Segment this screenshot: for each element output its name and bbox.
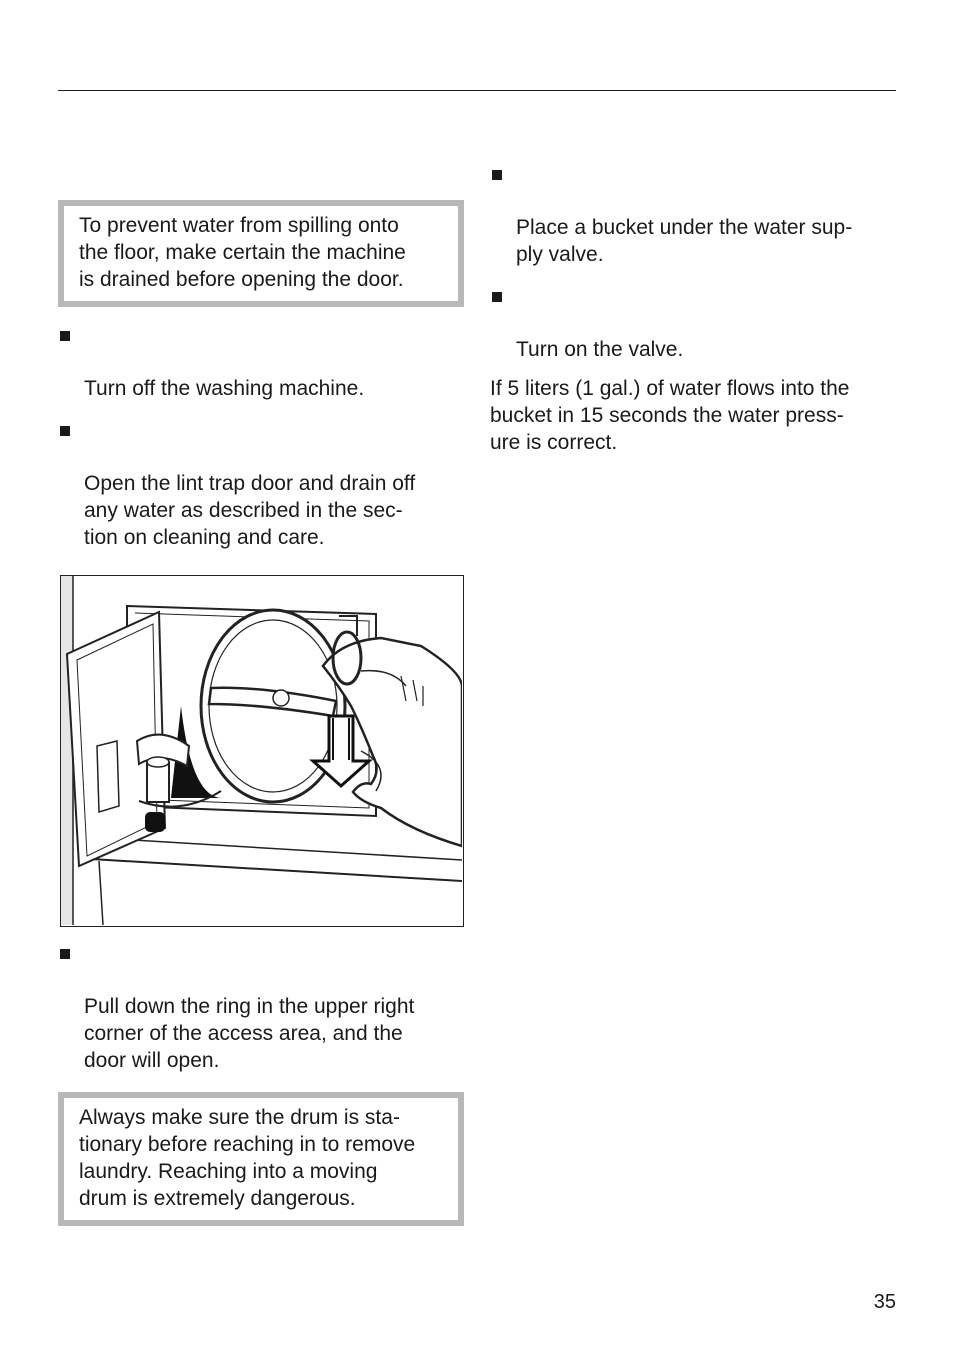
- step-text: Turn off the washing machine.: [84, 377, 365, 400]
- step-pull-ring: [58, 939, 464, 1074]
- bullet-square-icon: [60, 331, 70, 341]
- water-pressure-paragraph: If 5 liters (1 gal.) of water flows into the bucket in 15 seconds the water press- ure is correct.: [490, 377, 850, 454]
- step-open-lint-trap: [58, 416, 464, 551]
- hand-pulling-ring-drawing: [61, 576, 462, 925]
- door-release-illustration: [60, 575, 464, 927]
- header-rule: [58, 90, 896, 91]
- bullet-square-icon: [492, 170, 502, 180]
- step-text: Pull down the ring in the upper right corner of the access area, and the door will open.: [84, 995, 415, 1072]
- bullet-square-icon: [60, 426, 70, 436]
- bullet-square-icon: [60, 949, 70, 959]
- bullet-square-icon: [492, 292, 502, 302]
- step-turn-on-valve: [490, 282, 890, 363]
- step-place-bucket: [490, 160, 890, 268]
- page-number: 35: [873, 1291, 896, 1313]
- warning-box-drum: [58, 1092, 464, 1226]
- left-column: [58, 200, 464, 1226]
- step-text: Open the lint trap door and drain off any water as described in the sec- tion on cleaning and care.: [84, 472, 416, 549]
- warning-text: To prevent water from spilling onto the floor, make certain the machine is drained before opening the door.: [79, 214, 406, 291]
- step-text: Place a bucket under the water sup- ply valve.: [516, 216, 853, 266]
- warning-text: Always make sure the drum is sta- tionary before reaching in to remove laundry. Reaching into a moving drum is extremely dangerous.: [79, 1106, 416, 1210]
- warning-box-drain: [58, 200, 464, 307]
- step-text: Turn on the valve.: [516, 338, 684, 361]
- step-turn-off: [58, 321, 464, 402]
- right-column: [490, 160, 890, 456]
